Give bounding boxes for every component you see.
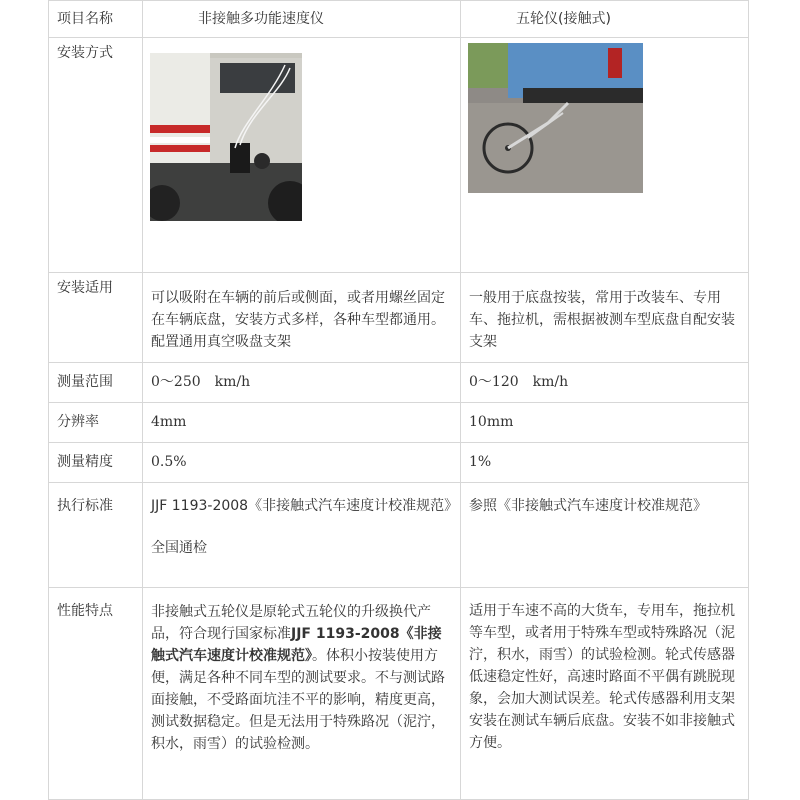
- row-label-standard: 执行标准: [49, 483, 143, 588]
- standard-noncontact-note: 全国通检: [151, 540, 207, 556]
- install-photo-cell-noncontact: [143, 38, 461, 273]
- accuracy-noncontact: 0.5%: [143, 443, 461, 483]
- row-label-features: 性能特点: [49, 588, 143, 800]
- features-noncontact-text-b: 。体积小按装使用方便，满足各种不同车型的测试要求。不与测试路面接触，不受路面坑洼不平的影响，精度更高，测试数据稳定。但是无法用于特殊路况（泥泞，积水，雨雪）的试验检测。: [151, 648, 445, 752]
- row-label-range: 测量范围: [49, 363, 143, 403]
- table-row: [49, 403, 749, 443]
- standard-noncontact: JJF 1193-2008《非接触式汽车速度计校准规范》: [151, 498, 459, 514]
- standard-fifth-wheel: 参照《非接触式汽车速度计校准规范》: [461, 483, 749, 588]
- table-row: [49, 443, 749, 483]
- row-label-install-scope: 安装适用: [49, 273, 143, 363]
- table-row: [49, 588, 749, 800]
- table-row: [49, 483, 749, 588]
- install-scope-noncontact: 可以吸附在车辆的前后或侧面，或者用螺丝固定在车辆底盘，安装方式多样，各种车型都通用。配置通用真空吸盘支架: [143, 273, 461, 363]
- table-row: [49, 273, 749, 363]
- resolution-noncontact: 4mm: [143, 403, 461, 443]
- accuracy-fifth-wheel: 1%: [461, 443, 749, 483]
- header-item-name: 项目名称: [49, 1, 143, 38]
- comparison-table: [48, 0, 749, 800]
- features-noncontact-text-a: 非接触式五轮仪是原轮式五轮仪的升级换代产品，符合现行国家标准: [151, 604, 431, 642]
- features-noncontact-standard: JJF 1193-2008《非接触式汽车速度计校准规范》: [151, 626, 442, 664]
- range-noncontact: 0～250 km/h: [143, 363, 461, 403]
- features-fifth-wheel: 适用于车速不高的大货车，专用车，拖拉机等车型，或者用于特殊车型或特殊路况（泥泞，积水，雨雪）的试验检测。轮式传感器低速稳定性好，高速时路面不平偶有跳脱现象，会加大测试误差。轮式传感器利用支架安装在测试车辆后底盘。安装不如非接触式方便。: [461, 588, 749, 800]
- table-row: [49, 38, 749, 273]
- header-fifth-wheel: 五轮仪(接触式): [461, 1, 749, 38]
- header-noncontact-meter: 非接触多功能速度仪: [143, 1, 461, 38]
- header-row: [49, 1, 749, 38]
- install-scope-fifth-wheel: 一般用于底盘按装，常用于改装车、专用车、拖拉机，需根据被测车型底盘自配安装支架: [461, 273, 749, 363]
- row-label-resolution: 分辨率: [49, 403, 143, 443]
- row-label-install-method: 安装方式: [49, 38, 143, 273]
- features-noncontact-cell: [143, 588, 461, 800]
- fifth-wheel-install-photo: [468, 43, 643, 193]
- table-row: [49, 363, 749, 403]
- noncontact-install-photo: [150, 53, 302, 221]
- row-label-accuracy: 测量精度: [49, 443, 143, 483]
- range-fifth-wheel: 0～120 km/h: [461, 363, 749, 403]
- standard-noncontact-cell: [143, 483, 461, 588]
- install-photo-cell-fifth-wheel: [461, 38, 749, 273]
- resolution-fifth-wheel: 10mm: [461, 403, 749, 443]
